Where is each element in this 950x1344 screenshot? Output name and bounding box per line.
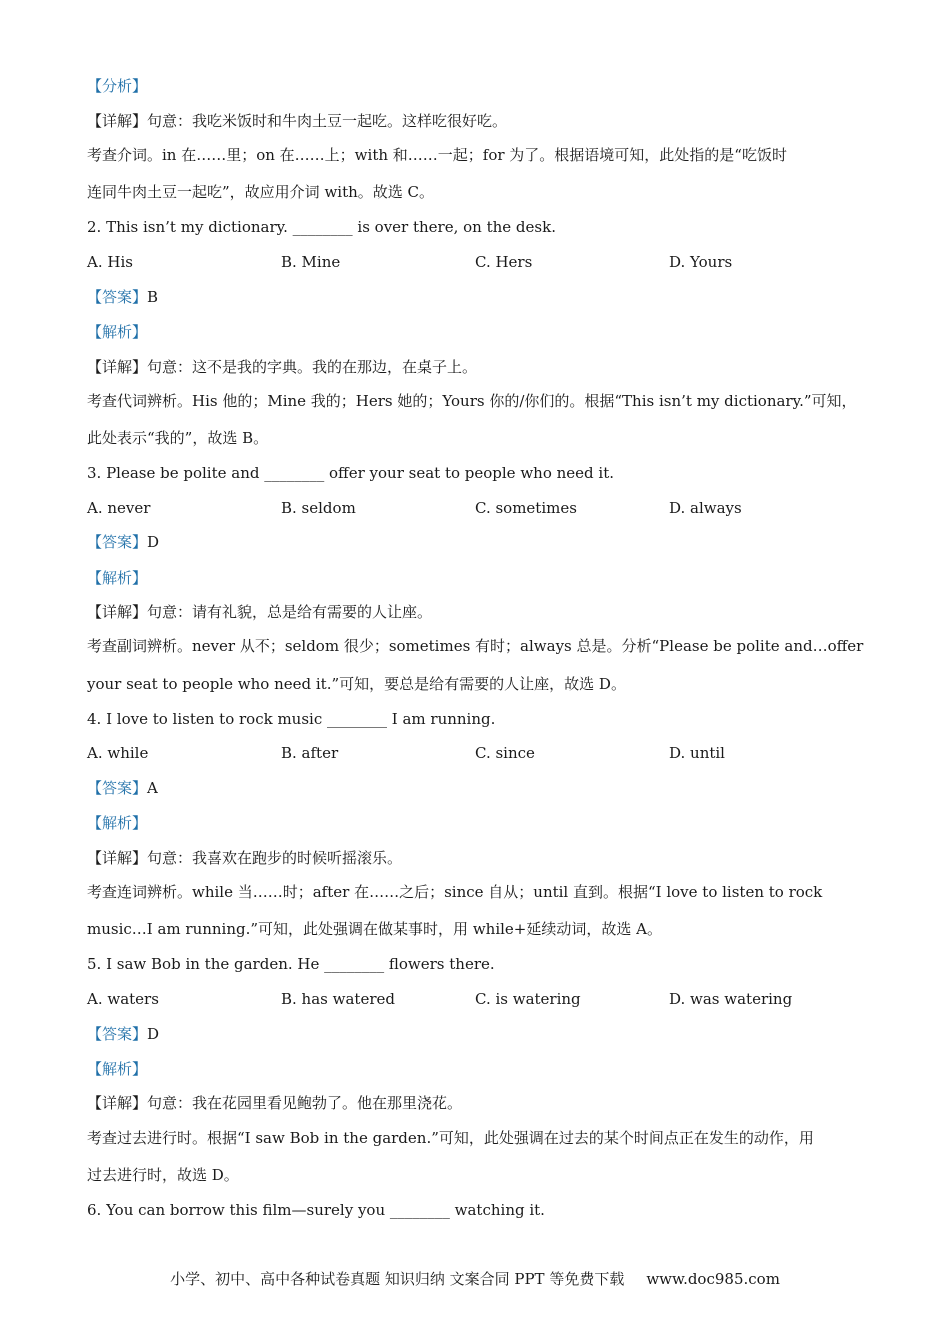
- explanation-line: 考查代词辨析。His 他的；Mine 我的；Hers 她的；Yours 你的/你们的。根据“This isn’t my dictionary.”可知，: [87, 392, 857, 410]
- answer-value: A: [147, 779, 158, 797]
- analysis-heading: 【解析】: [87, 814, 148, 832]
- analysis-heading: 【分析】: [87, 77, 148, 95]
- page-footer: [0, 1268, 950, 1290]
- footer-text: 小学、初中、高中各种试卷真题 知识归纳 文案合同 PPT 等免费下载: [170, 1270, 625, 1288]
- answer-line: [87, 778, 890, 798]
- detail-line: 【详解】句意：这不是我的字典。我的在那边，在桌子上。: [87, 358, 478, 376]
- question-stem: 3. Please be polite and ________ offer your seat to people who need it.: [87, 464, 614, 482]
- option-d: D. Yours: [669, 253, 733, 271]
- answer-value: D: [147, 1025, 160, 1043]
- answer-line: [87, 1024, 890, 1044]
- analysis-heading: 【解析】: [87, 569, 148, 587]
- analysis-heading: 【解析】: [87, 1060, 148, 1078]
- explanation-line: 过去进行时，故选 D。: [87, 1166, 239, 1184]
- explanation-line: 考查连词辨析。while 当……时；after 在……之后；since 自从；until 直到。根据“I love to listen to rock: [87, 883, 823, 901]
- option-d: D. always: [669, 499, 742, 517]
- question-stem: 2. This isn’t my dictionary. ________ is over there, on the desk.: [87, 218, 556, 236]
- explanation-line: music…I am running.”可知，此处强调在做某事时，用 while+延续动词，故选 A。: [87, 920, 662, 938]
- question-stem: 6. You can borrow this film—surely you ________ watching it.: [87, 1201, 545, 1219]
- explanation-line: 连同牛肉土豆一起吃”，故应用介词 with。故选 C。: [87, 183, 435, 201]
- analysis-heading: 【解析】: [87, 323, 148, 341]
- option-c: C. sometimes: [475, 499, 577, 517]
- detail-line: 【详解】句意：我在花园里看见鲍勃了。他在那里浇花。: [87, 1094, 463, 1112]
- answer-tag: 【答案】: [87, 1025, 148, 1043]
- option-b: B. seldom: [281, 499, 356, 517]
- explanation-line: 此处表示“我的”，故选 B。: [87, 429, 269, 447]
- option-c: C. Hers: [475, 253, 533, 271]
- answer-value: D: [147, 533, 160, 551]
- option-a: A. never: [87, 499, 151, 517]
- answer-tag: 【答案】: [87, 533, 148, 551]
- option-a: A. waters: [87, 990, 159, 1008]
- option-b: B. Mine: [281, 253, 341, 271]
- option-a: A. while: [87, 744, 149, 762]
- answer-line: [87, 532, 890, 552]
- question-stem: 5. I saw Bob in the garden. He ________ flowers there.: [87, 955, 495, 973]
- answer-tag: 【答案】: [87, 288, 148, 306]
- explanation-line: 考查介词。in 在……里；on 在……上；with 和……一起；for 为了。根据语境可知，此处指的是“吃饭时: [87, 146, 787, 164]
- detail-line: 【详解】句意：我喜欢在跑步的时候听摇滚乐。: [87, 849, 403, 867]
- option-c: C. since: [475, 744, 535, 762]
- option-c: C. is watering: [475, 990, 581, 1008]
- footer-link[interactable]: www.doc985.com: [646, 1270, 780, 1288]
- detail-line: 【详解】句意：我吃米饭时和牛肉土豆一起吃。这样吃很好吃。: [87, 112, 508, 130]
- answer-line: [87, 287, 890, 307]
- explanation-line: 考查副词辨析。never 从不；seldom 很少；sometimes 有时；always 总是。分析“Please be polite and…offer: [87, 637, 864, 655]
- question-stem: 4. I love to listen to rock music ________ I am running.: [87, 710, 496, 728]
- answer-value: B: [147, 288, 159, 306]
- answer-tag: 【答案】: [87, 779, 148, 797]
- option-d: D. until: [669, 744, 725, 762]
- option-b: B. has watered: [281, 990, 395, 1008]
- explanation-line: 考查过去进行时。根据“I saw Bob in the garden.”可知，此处强调在过去的某个时间点正在发生的动作，用: [87, 1129, 814, 1147]
- detail-line: 【详解】句意：请有礼貌，总是给有需要的人让座。: [87, 603, 433, 621]
- option-d: D. was watering: [669, 990, 793, 1008]
- explanation-line: your seat to people who need it.”可知，要总是给有需要的人让座，故选 D。: [87, 675, 626, 693]
- option-a: A. His: [87, 253, 133, 271]
- option-b: B. after: [281, 744, 339, 762]
